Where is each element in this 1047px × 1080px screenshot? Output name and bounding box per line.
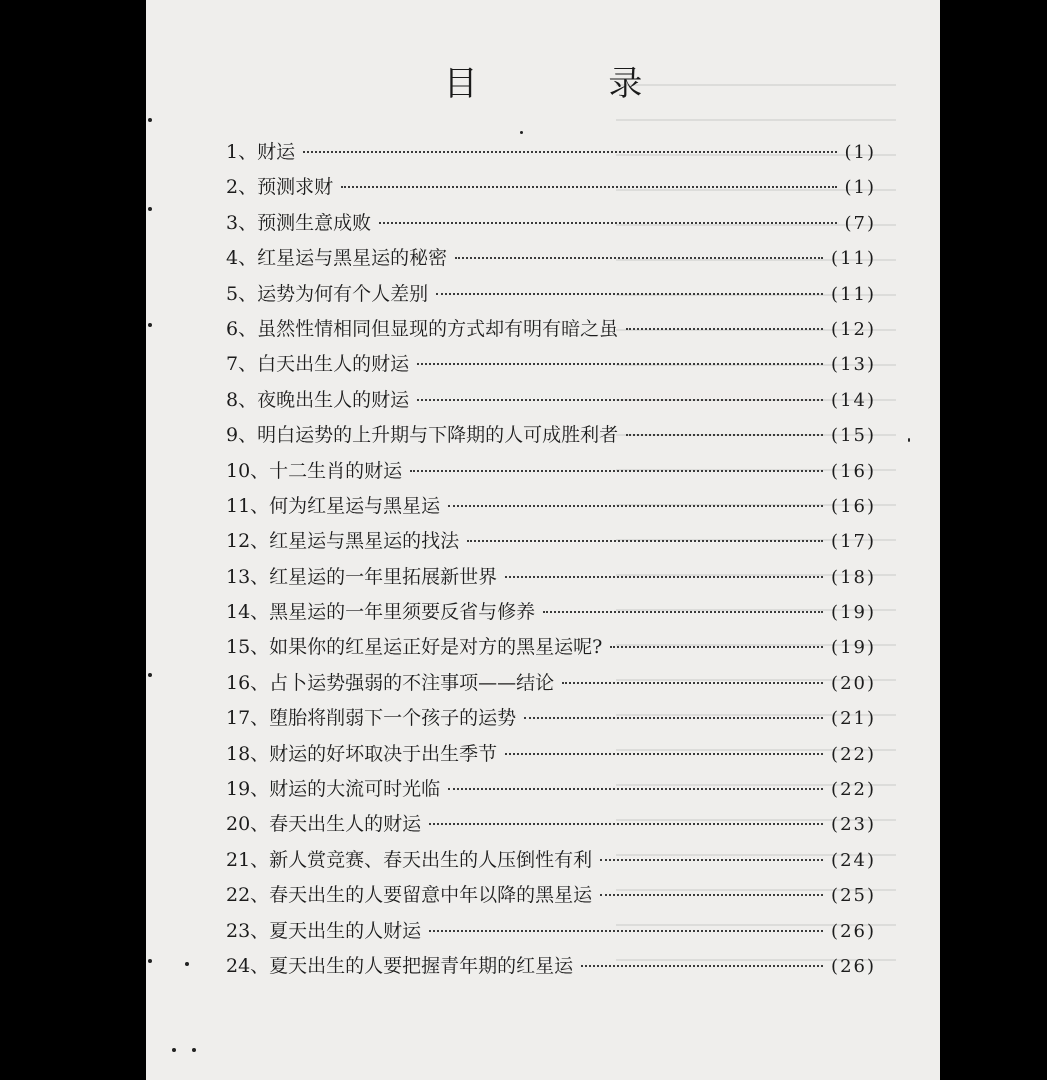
toc-entry-page-number: (22) <box>831 779 876 801</box>
toc-entry-title: 9、明白运势的上升期与下降期的人可成胜利者 <box>226 424 619 447</box>
toc-entry-page-number: (1) <box>844 142 876 163</box>
toc-entry-page-number: (14) <box>831 389 876 411</box>
dot-leader <box>455 257 823 259</box>
toc-entry-title: 16、占卜运势强弱的不注事项——结论 <box>226 671 555 694</box>
dot-leader <box>417 363 823 365</box>
toc-entry-title: 11、何为红星运与黑星运 <box>226 494 441 517</box>
toc-entry-page-number: (25) <box>831 885 876 907</box>
table-of-contents <box>226 137 876 986</box>
dot-leader <box>429 823 823 825</box>
dot-leader <box>448 505 823 507</box>
toc-entry <box>226 739 876 774</box>
toc-entry <box>226 349 876 384</box>
toc-entry <box>226 562 876 597</box>
dot-leader <box>562 682 823 684</box>
dot-leader <box>600 894 823 896</box>
toc-entry-title: 5、运势为何有个人差别 <box>226 282 429 305</box>
scan-speck <box>148 323 152 327</box>
dot-leader <box>505 753 823 755</box>
toc-entry-title: 3、预测生意成败 <box>226 211 372 234</box>
toc-entry <box>226 951 876 986</box>
toc-entry <box>226 243 876 278</box>
dot-leader <box>610 646 823 648</box>
dot-leader <box>524 717 823 719</box>
dot-leader <box>600 859 823 861</box>
toc-entry <box>226 774 876 809</box>
toc-entry-title: 6、虽然性情相同但显现的方式却有明有暗之虽 <box>226 317 619 340</box>
toc-entry <box>226 279 876 314</box>
toc-entry-page-number: (18) <box>831 566 876 588</box>
toc-entry <box>226 632 876 667</box>
dot-leader <box>410 470 823 472</box>
dot-leader <box>448 788 823 790</box>
toc-entry <box>226 809 876 844</box>
dot-leader <box>626 434 823 436</box>
toc-entry-title: 19、财运的大流可时光临 <box>226 778 441 801</box>
toc-entry <box>226 172 876 207</box>
dot-leader <box>341 186 836 188</box>
toc-entry <box>226 916 876 951</box>
toc-entry-page-number: (20) <box>831 672 876 694</box>
toc-entry-page-number: (21) <box>831 708 876 730</box>
scan-speck <box>148 118 152 122</box>
toc-entry <box>226 456 876 491</box>
scan-speck <box>192 1048 196 1052</box>
toc-entry-title: 10、十二生肖的财运 <box>226 459 403 482</box>
dot-leader <box>505 576 823 578</box>
dot-leader <box>581 965 823 967</box>
toc-entry-title: 1、财运 <box>226 141 296 163</box>
toc-entry <box>226 314 876 349</box>
toc-entry-title: 21、新人赏竞赛、春天出生的人压倒性有利 <box>226 848 593 871</box>
dot-leader <box>543 611 823 613</box>
toc-entry-title: 13、红星运的一年里拓展新世界 <box>226 565 498 588</box>
page-title: 目 录 <box>443 64 703 104</box>
toc-entry <box>226 491 876 526</box>
scan-speck <box>185 962 189 966</box>
toc-entry-title: 7、白天出生人的财运 <box>226 353 410 376</box>
toc-entry-page-number: (15) <box>831 425 876 447</box>
toc-entry-page-number: (13) <box>831 354 876 376</box>
toc-entry-page-number: (26) <box>831 955 876 977</box>
dot-leader <box>303 151 836 153</box>
document-page <box>146 0 940 1080</box>
toc-entry-page-number: (19) <box>831 602 876 624</box>
toc-entry-page-number: (16) <box>831 495 876 517</box>
toc-entry-title: 15、如果你的红星运正好是对方的黑星运呢? <box>226 636 603 659</box>
toc-entry-page-number: (19) <box>831 637 876 659</box>
toc-entry-page-number: (26) <box>831 920 876 942</box>
toc-entry-title: 2、预测求财 <box>226 176 334 199</box>
dot-leader <box>436 293 823 295</box>
scan-speck <box>520 131 523 134</box>
toc-entry-page-number: (11) <box>831 248 876 270</box>
toc-entry-page-number: (23) <box>831 814 876 836</box>
scan-speck <box>908 438 910 442</box>
toc-entry-page-number: (24) <box>831 849 876 871</box>
toc-entry-title: 22、春天出生的人要留意中年以降的黑星运 <box>226 884 593 907</box>
scan-speck <box>148 959 152 963</box>
toc-entry-title: 14、黑星运的一年里须要反省与修养 <box>226 601 536 624</box>
toc-entry <box>226 668 876 703</box>
toc-entry-title: 17、堕胎将削弱下一个孩子的运势 <box>226 707 517 730</box>
toc-entry-page-number: (1) <box>844 177 876 199</box>
toc-entry <box>226 845 876 880</box>
toc-entry <box>226 208 876 243</box>
toc-entry <box>226 420 876 455</box>
toc-entry-page-number: (7) <box>844 212 876 234</box>
toc-entry-page-number: (12) <box>831 318 876 340</box>
toc-entry-title: 20、春天出生人的财运 <box>226 813 422 836</box>
toc-entry-page-number: (16) <box>831 460 876 482</box>
scan-speck <box>148 673 152 677</box>
toc-entry <box>226 880 876 915</box>
toc-entry <box>226 385 876 420</box>
dot-leader <box>429 930 823 932</box>
toc-entry <box>226 137 876 172</box>
toc-entry-title: 18、财运的好坏取决于出生季节 <box>226 742 498 765</box>
toc-entry <box>226 597 876 632</box>
dot-leader <box>467 540 823 542</box>
toc-entry-title: 8、夜晚出生人的财运 <box>226 388 410 411</box>
toc-entry-page-number: (22) <box>831 743 876 765</box>
dot-leader <box>417 399 823 401</box>
toc-entry-title: 24、夏天出生的人要把握青年期的红星运 <box>226 954 574 977</box>
toc-entry <box>226 526 876 561</box>
dot-leader <box>379 222 836 224</box>
dot-leader <box>626 328 823 330</box>
toc-entry-title: 4、红星运与黑星运的秘密 <box>226 247 448 270</box>
toc-entry-page-number: (17) <box>831 531 876 553</box>
toc-entry-title: 23、夏天出生的人财运 <box>226 919 422 942</box>
toc-entry <box>226 703 876 738</box>
toc-entry-page-number: (11) <box>831 283 876 305</box>
scan-speck <box>148 207 152 211</box>
toc-entry-title: 12、红星运与黑星运的找法 <box>226 530 460 553</box>
scan-speck <box>172 1048 176 1052</box>
